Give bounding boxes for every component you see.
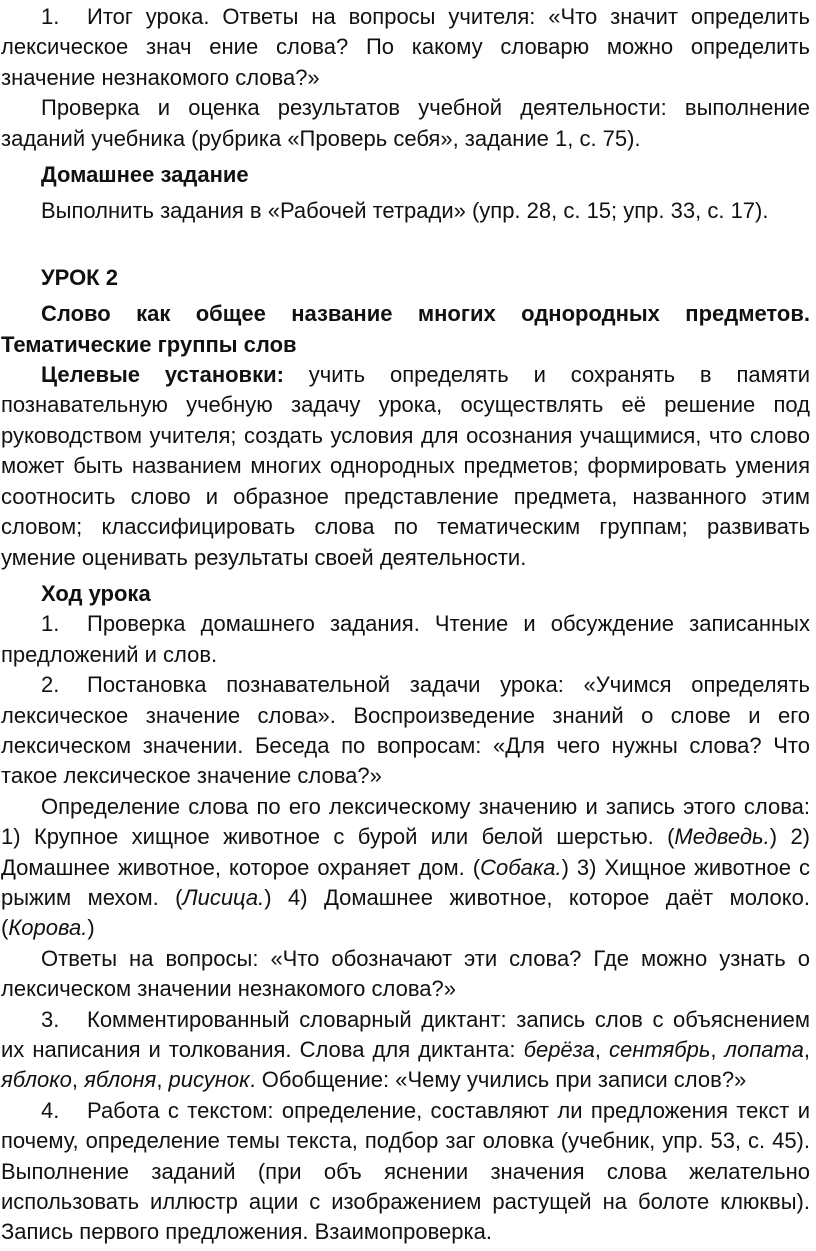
homework-text: Выполнить задания в «Рабочей тетради» (упр. 28, с. 15; упр. 33, с. 17). [41,198,769,224]
separator: , [71,1067,85,1093]
dictation-word: яблоко [1,1067,72,1093]
text-segment: ) [87,915,95,941]
paragraph-definitions [1,792,810,944]
example-word: Корова. [8,915,88,941]
dictation-word: лопата [724,1037,804,1062]
paragraph-text: Постановка познавательной задачи урока: «Учимся определять лексическое значение слова». Воспроизведение знаний о слове и его лексическом значении. Беседа по вопросам: «Для чего нужны слова? Что такое лексическое значение слова?» [1,672,810,789]
list-number: 1. [41,611,60,637]
dictation-word: сентябрь [609,1037,711,1062]
course-heading [1,579,810,609]
heading-text: Ход урока [41,580,151,606]
text-segment: . Обобщение: «Чему учились при записи слов?» [249,1067,747,1093]
title-text: Слово как общее название многих однородных предметов. Тематические группы слов [1,301,810,357]
dictation-word: рисунок [168,1067,250,1093]
paragraph-goals [1,360,810,573]
heading-text: УРОК 2 [41,264,118,290]
paragraph-lesson-summary [1,2,810,93]
separator: , [594,1037,610,1062]
list-number: 4. [41,1097,60,1123]
paragraph-step-3 [1,1005,810,1096]
text-segment: ) 2) Домашнее животное, которое охраняет дом. ( [1,824,811,880]
spacer [1,227,810,257]
example-word: Собака. [480,854,562,880]
paragraph-step-1 [1,609,810,670]
lesson-heading [1,263,810,293]
example-word: Лисица. [182,884,265,910]
text-segment: Комментированный словарный диктант: запись слов с объяснением их написания и толкования. Слова для диктанта: [1,1006,810,1062]
separator: , [156,1067,169,1093]
list-number: 3. [41,1006,60,1032]
paragraph-text: Проверка домашнего задания. Чтение и обсуждение записанных предложений и слов. [1,611,810,667]
example-word: Медведь. [674,824,770,850]
paragraph-text: Работа с текстом: определение, составляют ли предложения текст и почему, определение темы текста, подбор заг оловка (учебник, упр. 53, с. 45). Выполнение заданий (при объ яснении значения слова желательно использовать иллюстр ации с изображением растущей на болоте клюквы). Запись первого предложения. Взаимопроверка. [1,1097,810,1245]
text-segment: ) 4) Домашнее животное, которое даёт молоко. ( [1,884,810,941]
paragraph-answers: Ответы на вопросы: «Что обозначают эти слова? Где можно узнать о лексическом значении незнакомого слова?» [1,945,810,1002]
goals-text: учить определять и сохранять в памяти познавательную учебную задачу урока, осуществлять её решение под руководством учителя; создать условия для осознания учащимися, что слово может быть названием многих однородных предметов; формировать умения соотносить слово и образное представление предмета, названного этим словом; классифицировать слова по тематическим группам; развивать умение оценивать результаты своей деятельности. [1,362,810,570]
paragraph-check-results: Проверка и оценка результатов учебной деятельности: выполнение заданий учебника (рубрика «Проверь себя», задание 1, с. 75). [1,95,810,151]
lesson-title [1,299,810,360]
separator: , [803,1037,810,1062]
text-segment: ) 3) Хищное животное с рыжим мехом. ( [1,854,811,910]
heading-text: Домашнее задание [41,162,249,188]
separator: , [710,1037,725,1062]
dictation-word: яблоня [84,1067,157,1093]
paragraph-step-4 [1,1096,810,1248]
text-segment: Определение слова по его лексическому значению и запись этого слова: 1) Крупное хищное животное с бурой или белой шерстью. ( [1,793,810,850]
goals-label: Целевые установки: [41,362,284,388]
paragraph-step-2 [1,670,810,792]
homework-heading [1,160,810,190]
dictation-word: берёза [523,1037,595,1062]
list-number: 2. [41,672,60,698]
list-number: 1. [41,4,60,29]
paragraph-text: Итог урока. Ответы на вопросы учителя: «Что значит определить лексическое знач ение слова? По какому словарю можно определить значение незнакомого слова?» [1,4,810,90]
